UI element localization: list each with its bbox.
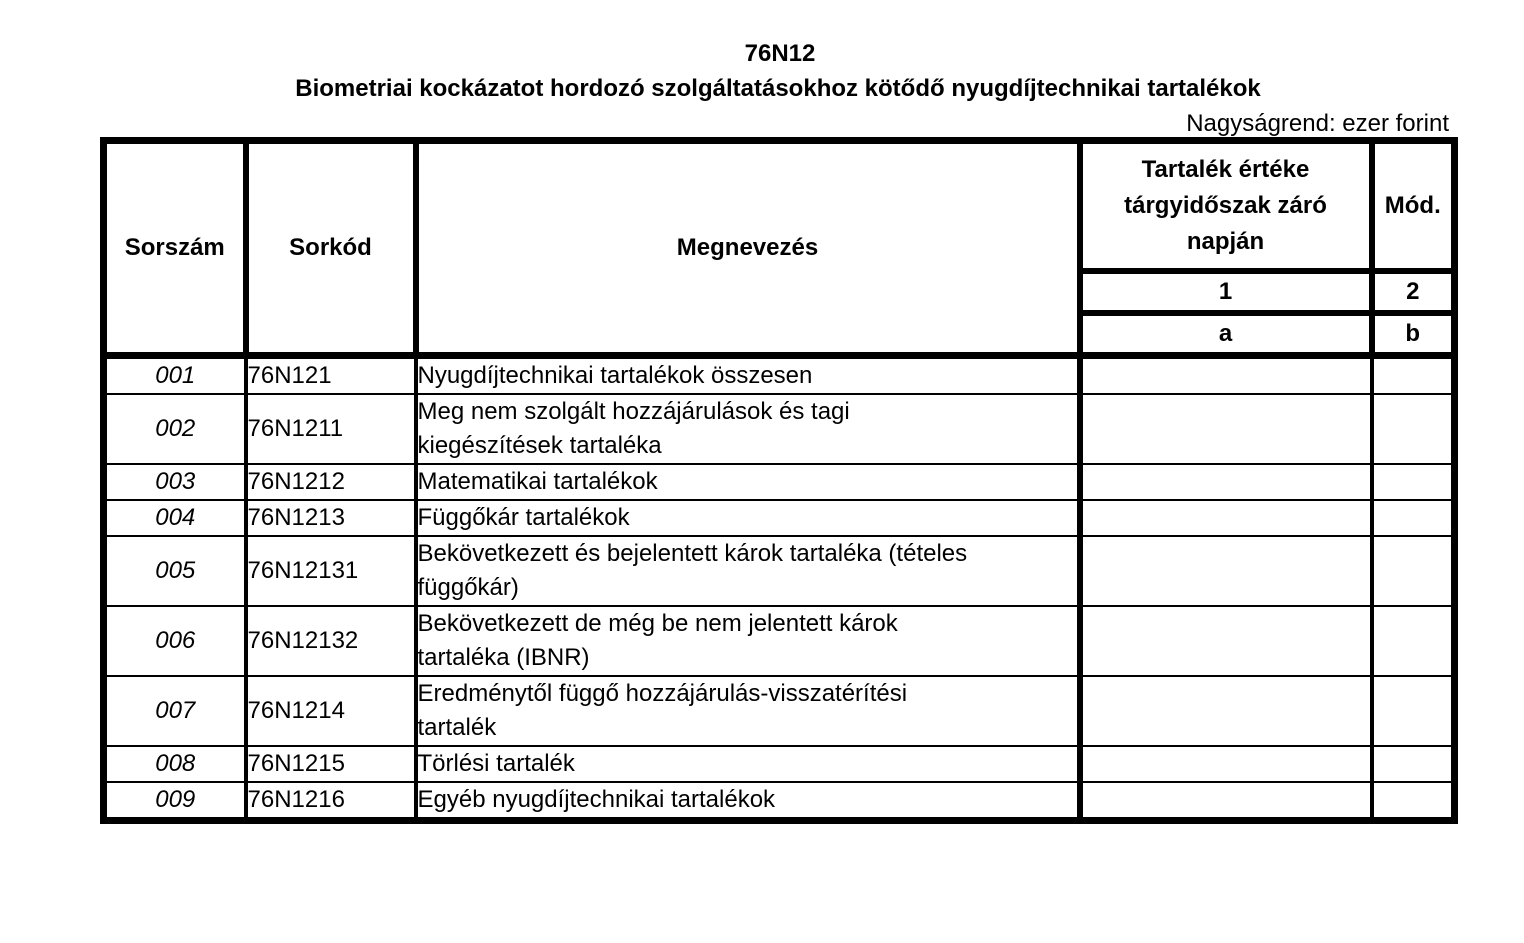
unit-label: Nagyságrend: ezer forint [1186, 110, 1449, 137]
row-sorkod: 76N1215 [246, 746, 416, 782]
row-megnevezes-line1: Egyéb nyugdíjtechnikai tartalékok [417, 785, 776, 813]
row-sorkod: 76N1214 [246, 676, 416, 746]
row-megnevezes-line2: tartalék [417, 713, 497, 741]
row-mod-cell[interactable] [1372, 355, 1455, 394]
row-megnevezes [416, 464, 1080, 500]
table-row [104, 500, 1455, 536]
row-sorkod: 76N12131 [246, 536, 416, 606]
row-sorkod: 76N1212 [246, 464, 416, 500]
row-reserve-value-cell[interactable] [1080, 355, 1372, 394]
report-code: 76N12 [744, 40, 816, 67]
row-mod-cell[interactable] [1372, 746, 1455, 782]
row-megnevezes-line1: Matematikai tartalékok [417, 467, 658, 495]
row-megnevezes [416, 606, 1080, 676]
row-sorkod: 76N121 [246, 355, 416, 394]
row-sorkod: 76N12132 [246, 606, 416, 676]
row-reserve-value-cell[interactable] [1080, 782, 1372, 821]
row-sorszam: 008 [104, 746, 246, 782]
row-sorszam: 002 [104, 394, 246, 464]
row-megnevezes [416, 500, 1080, 536]
row-reserve-value-cell[interactable] [1080, 536, 1372, 606]
header-column-number-1: 1 [1080, 271, 1372, 313]
row-reserve-value-cell[interactable] [1080, 606, 1372, 676]
table-header [104, 141, 1455, 356]
row-sorszam: 009 [104, 782, 246, 821]
row-sorszam: 005 [104, 536, 246, 606]
row-megnevezes-line2: tartaléka (IBNR) [417, 643, 590, 671]
table-row [104, 464, 1455, 500]
row-sorszam: 001 [104, 355, 246, 394]
row-sorszam: 007 [104, 676, 246, 746]
header-reserve-value-line1: Tartalék értéke [1141, 155, 1310, 183]
reserves-table [100, 137, 1458, 824]
header-column-letter-b: b [1372, 313, 1455, 356]
row-sorkod: 76N1216 [246, 782, 416, 821]
header-sorszam: Sorszám [104, 141, 246, 356]
header-reserve-value-line3: napján [1186, 227, 1265, 255]
row-mod-cell[interactable] [1372, 394, 1455, 464]
row-reserve-value-cell[interactable] [1080, 676, 1372, 746]
header-sorkod: Sorkód [246, 141, 416, 356]
row-sorkod: 76N1213 [246, 500, 416, 536]
row-megnevezes [416, 394, 1080, 464]
header-mod: Mód. [1372, 141, 1455, 271]
table-body [104, 355, 1455, 820]
row-megnevezes [416, 536, 1080, 606]
header-megnevezes: Megnevezés [416, 141, 1080, 356]
row-megnevezes [416, 746, 1080, 782]
table-row [104, 782, 1455, 821]
row-reserve-value-cell[interactable] [1080, 394, 1372, 464]
header-column-letter-a: a [1080, 313, 1372, 356]
row-megnevezes-line1: Eredménytől függő hozzájárulás-visszatérítési [417, 679, 908, 707]
row-sorszam: 004 [104, 500, 246, 536]
table-row [104, 746, 1455, 782]
table-row [104, 606, 1455, 676]
header-column-number-2: 2 [1372, 271, 1455, 313]
row-reserve-value-cell[interactable] [1080, 746, 1372, 782]
row-sorszam: 006 [104, 606, 246, 676]
table-row [104, 536, 1455, 606]
row-reserve-value-cell[interactable] [1080, 500, 1372, 536]
row-megnevezes-line1: Bekövetkezett és bejelentett károk tartaléka (tételes [417, 539, 968, 567]
row-mod-cell[interactable] [1372, 536, 1455, 606]
table-row [104, 355, 1455, 394]
row-megnevezes-line1: Függőkár tartalékok [417, 503, 630, 531]
header-reserve-value [1080, 141, 1372, 271]
row-megnevezes-line2: függőkár) [417, 573, 519, 601]
row-megnevezes [416, 676, 1080, 746]
row-megnevezes-line1: Bekövetkezett de még be nem jelentett károk [417, 609, 898, 637]
row-mod-cell[interactable] [1372, 500, 1455, 536]
row-reserve-value-cell[interactable] [1080, 464, 1372, 500]
row-sorkod: 76N1211 [246, 394, 416, 464]
table-row [104, 676, 1455, 746]
header-reserve-value-line2: tárgyidőszak záró [1124, 191, 1327, 219]
row-megnevezes [416, 782, 1080, 821]
table-row [104, 394, 1455, 464]
row-mod-cell[interactable] [1372, 676, 1455, 746]
report-title: Biometriai kockázatot hordozó szolgáltatásokhoz kötődő nyugdíjtechnikai tartalékok [295, 75, 1261, 102]
row-megnevezes-line2: kiegészítések tartaléka [417, 431, 662, 459]
row-sorszam: 003 [104, 464, 246, 500]
row-megnevezes-line1: Törlési tartalék [417, 749, 575, 777]
row-megnevezes-line1: Nyugdíjtechnikai tartalékok összesen [417, 361, 813, 389]
row-megnevezes [416, 355, 1080, 394]
row-mod-cell[interactable] [1372, 464, 1455, 500]
row-megnevezes-line1: Meg nem szolgált hozzájárulások és tagi [417, 397, 850, 425]
row-mod-cell[interactable] [1372, 606, 1455, 676]
row-mod-cell[interactable] [1372, 782, 1455, 821]
